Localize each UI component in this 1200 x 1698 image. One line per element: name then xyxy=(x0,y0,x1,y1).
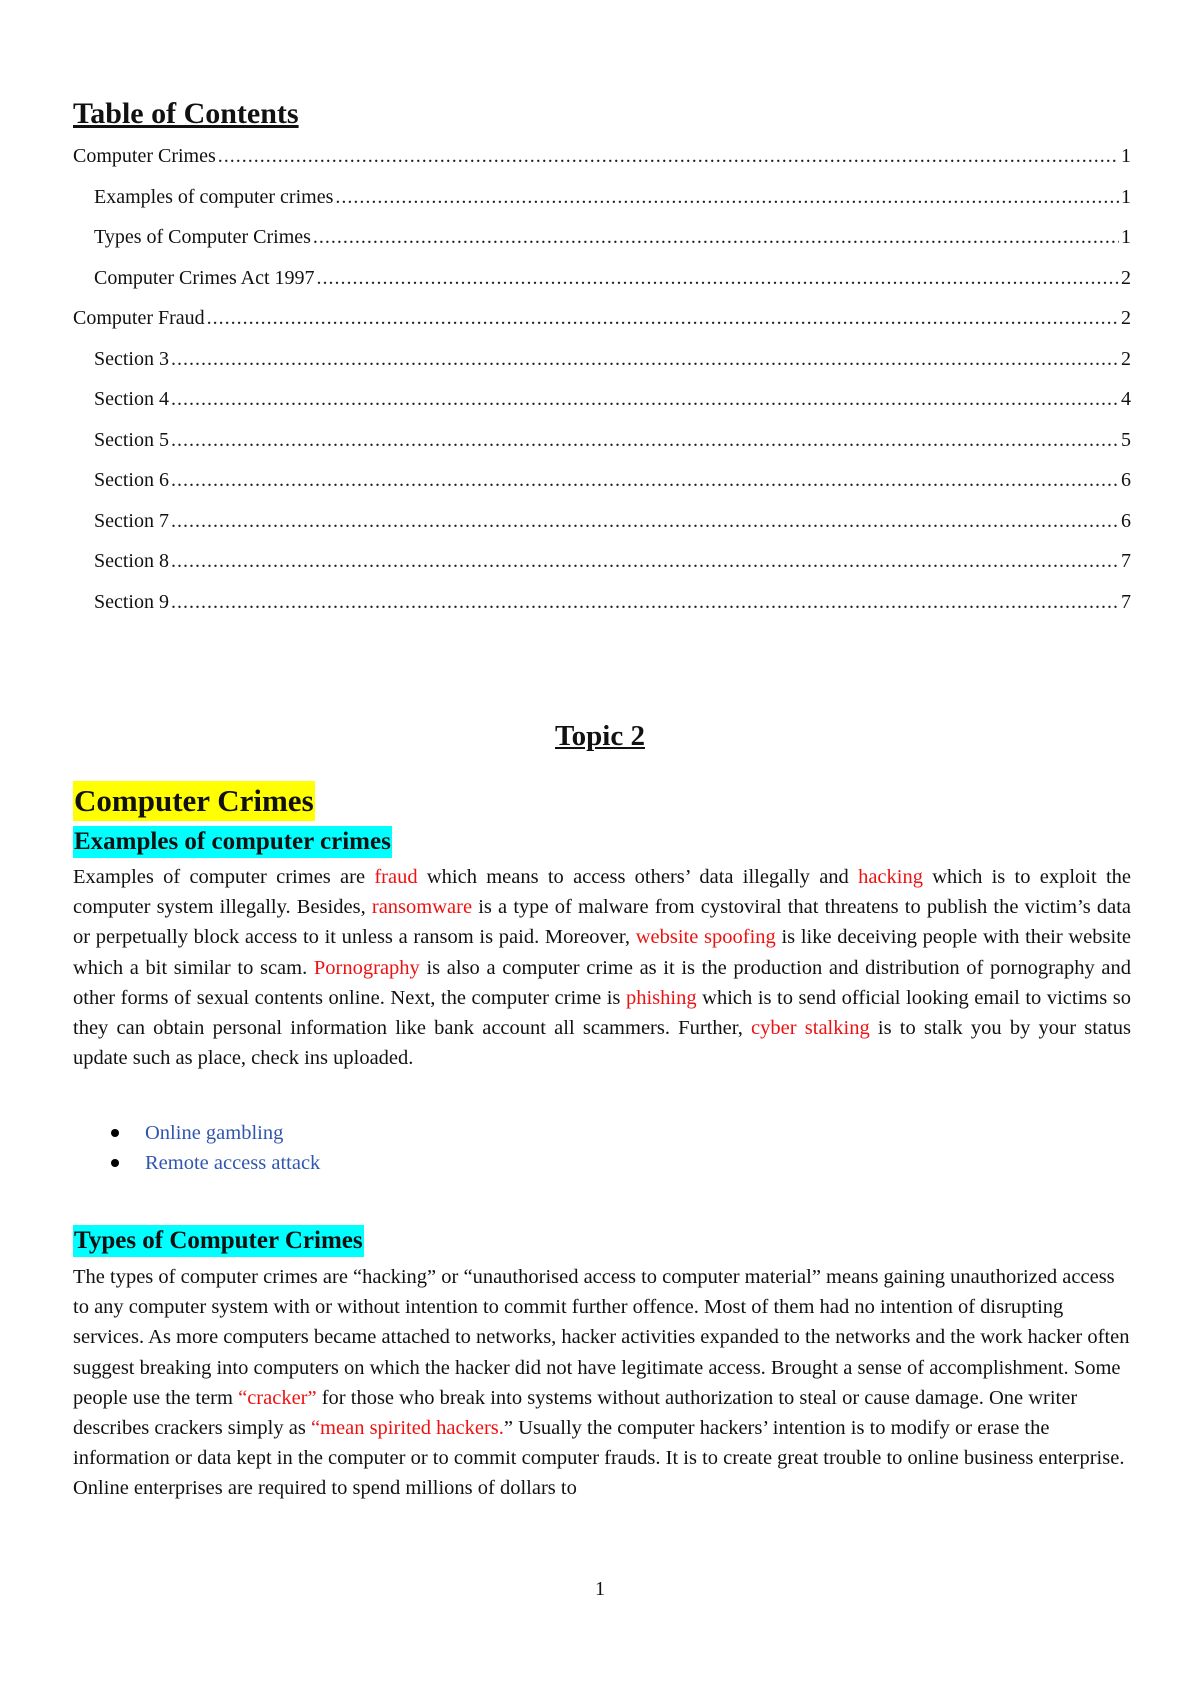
toc-entry-page: 6 xyxy=(1121,509,1131,532)
bullet-dot-icon xyxy=(111,1129,119,1137)
toc-entry[interactable] xyxy=(73,501,1131,542)
bullet-text: Remote access attack xyxy=(145,1152,321,1174)
bullet-item xyxy=(73,1148,320,1178)
text-run: The types of computer crimes are “hacking” or “unauthorised access to computer material” means gaining unauthorized access to any computer system with or without intention to commit further offence. Most of them had no intention of disrupting services. As more computers became attached to networks, hacker activities expanded to the networks and the work hacker often suggest breaking into computers on which the hacker did not have legitimate access. Brought a sense of accomplishment. Some people use the term xyxy=(73,1266,1130,1409)
keyword-highlight: “mean spirited hackers. xyxy=(310,1417,504,1440)
toc-entry-page: 1 xyxy=(1121,145,1131,167)
toc-dot-leader xyxy=(171,420,1119,461)
types-paragraph xyxy=(73,1262,1131,1504)
text-run: for those who break into systems without authorization to steal or cause damage. One writer describes crackers simply as xyxy=(73,1386,1078,1440)
toc-entry[interactable] xyxy=(73,258,1131,299)
text-run: which is to send official looking email to victims so they can obtain personal information like bank account all scammers. Further, xyxy=(73,986,1131,1040)
toc-dot-leader xyxy=(317,258,1119,299)
toc-entry-text: Computer Crimes xyxy=(73,145,216,167)
keyword-highlight: ransomware xyxy=(371,896,473,919)
toc-entry[interactable] xyxy=(73,379,1131,420)
toc-entry[interactable] xyxy=(73,582,1131,623)
toc-entry-text: Section 3 xyxy=(94,347,169,370)
table-of-contents xyxy=(73,136,1131,622)
keyword-highlight: phishing xyxy=(625,986,697,1009)
toc-entry-text: Section 9 xyxy=(94,590,169,613)
text-run: is to stalk you by your status update such as place, check ins uploaded. xyxy=(73,1017,1131,1070)
text-run: Examples of computer crimes are xyxy=(73,866,375,888)
toc-entry-text: Types of Computer Crimes xyxy=(94,226,311,248)
keyword-highlight: Pornography xyxy=(313,956,420,979)
toc-entry-page: 7 xyxy=(1121,590,1131,613)
toc-entry[interactable] xyxy=(73,420,1131,461)
toc-entry[interactable] xyxy=(73,177,1131,218)
toc-entry-page: 7 xyxy=(1121,550,1131,572)
toc-dot-leader xyxy=(218,136,1119,177)
subheading-examples: Examples of computer crimes xyxy=(73,826,392,858)
subheading-types: Types of Computer Crimes xyxy=(73,1225,364,1257)
keyword-highlight: fraud xyxy=(374,866,418,888)
bullet-text: Online gambling xyxy=(145,1122,284,1144)
toc-entry[interactable] xyxy=(73,339,1131,380)
bullet-list xyxy=(73,1118,320,1178)
toc-entry[interactable] xyxy=(73,217,1131,258)
toc-dot-leader xyxy=(171,541,1119,582)
toc-entry-text: Section 4 xyxy=(94,388,169,410)
toc-entry-page: 1 xyxy=(1121,226,1131,248)
text-run: which is to exploit the computer system illegally. Besides, xyxy=(73,866,1132,919)
toc-dot-leader xyxy=(171,379,1119,420)
keyword-highlight: hacking xyxy=(858,866,923,888)
toc-entry-page: 2 xyxy=(1121,347,1131,370)
toc-title: Table of Contents xyxy=(73,97,299,130)
topic-heading: Topic 2 xyxy=(555,720,645,752)
toc-entry[interactable] xyxy=(73,460,1131,501)
bullet-item xyxy=(73,1118,320,1148)
toc-dot-leader xyxy=(207,298,1119,339)
toc-entry[interactable] xyxy=(73,298,1131,339)
toc-dot-leader xyxy=(313,217,1119,258)
toc-entry-text: Computer Fraud xyxy=(73,307,205,329)
toc-entry-text: Section 6 xyxy=(94,469,169,491)
examples-paragraph xyxy=(73,862,1131,1073)
toc-dot-leader xyxy=(171,582,1119,623)
toc-dot-leader xyxy=(335,177,1119,218)
toc-entry-text: Computer Crimes Act 1997 xyxy=(94,266,315,289)
keyword-highlight: cyber stalking xyxy=(751,1017,870,1040)
toc-dot-leader xyxy=(171,339,1119,380)
text-run: is like deceiving people with their website which a bit similar to scam. xyxy=(73,926,1131,979)
toc-entry-text: Examples of computer crimes xyxy=(94,185,334,208)
toc-entry[interactable] xyxy=(73,136,1131,177)
toc-dot-leader xyxy=(171,460,1119,501)
text-run: is also a computer crime as it is the production and distribution of pornography and other forms of sexual contents online. Next, the computer crime is xyxy=(73,956,1132,1009)
toc-entry-page: 2 xyxy=(1121,266,1131,289)
toc-entry-page: 6 xyxy=(1121,469,1131,491)
toc-entry-page: 1 xyxy=(1121,185,1131,208)
page-number: 1 xyxy=(595,1578,605,1600)
toc-entry-page: 5 xyxy=(1121,428,1131,451)
text-run: which means to access others’ data illegally and xyxy=(417,866,859,888)
text-run: is a type of malware from cystoviral that threatens to publish the victim’s data or perpetually block access to it unless a ransom is paid. Moreover, xyxy=(73,896,1131,949)
text-run: ” Usually the computer hackers’ intention is to modify or erase the information or data kept in the computer or to commit computer frauds. It is to create great trouble to online business enterprise. Online enterprises are required to spend millions of dollars to xyxy=(73,1417,1125,1500)
toc-entry-text: Section 7 xyxy=(94,509,169,532)
toc-entry[interactable] xyxy=(73,541,1131,582)
keyword-highlight: website spoofing xyxy=(635,926,776,949)
toc-entry-page: 4 xyxy=(1121,388,1131,410)
toc-dot-leader xyxy=(171,501,1119,542)
keyword-highlight: “cracker” xyxy=(238,1386,317,1409)
toc-entry-page: 2 xyxy=(1121,307,1131,329)
section-heading-computer-crimes: Computer Crimes xyxy=(73,781,315,821)
toc-entry-text: Section 5 xyxy=(94,428,169,451)
bullet-dot-icon xyxy=(111,1159,119,1167)
toc-entry-text: Section 8 xyxy=(94,550,169,572)
